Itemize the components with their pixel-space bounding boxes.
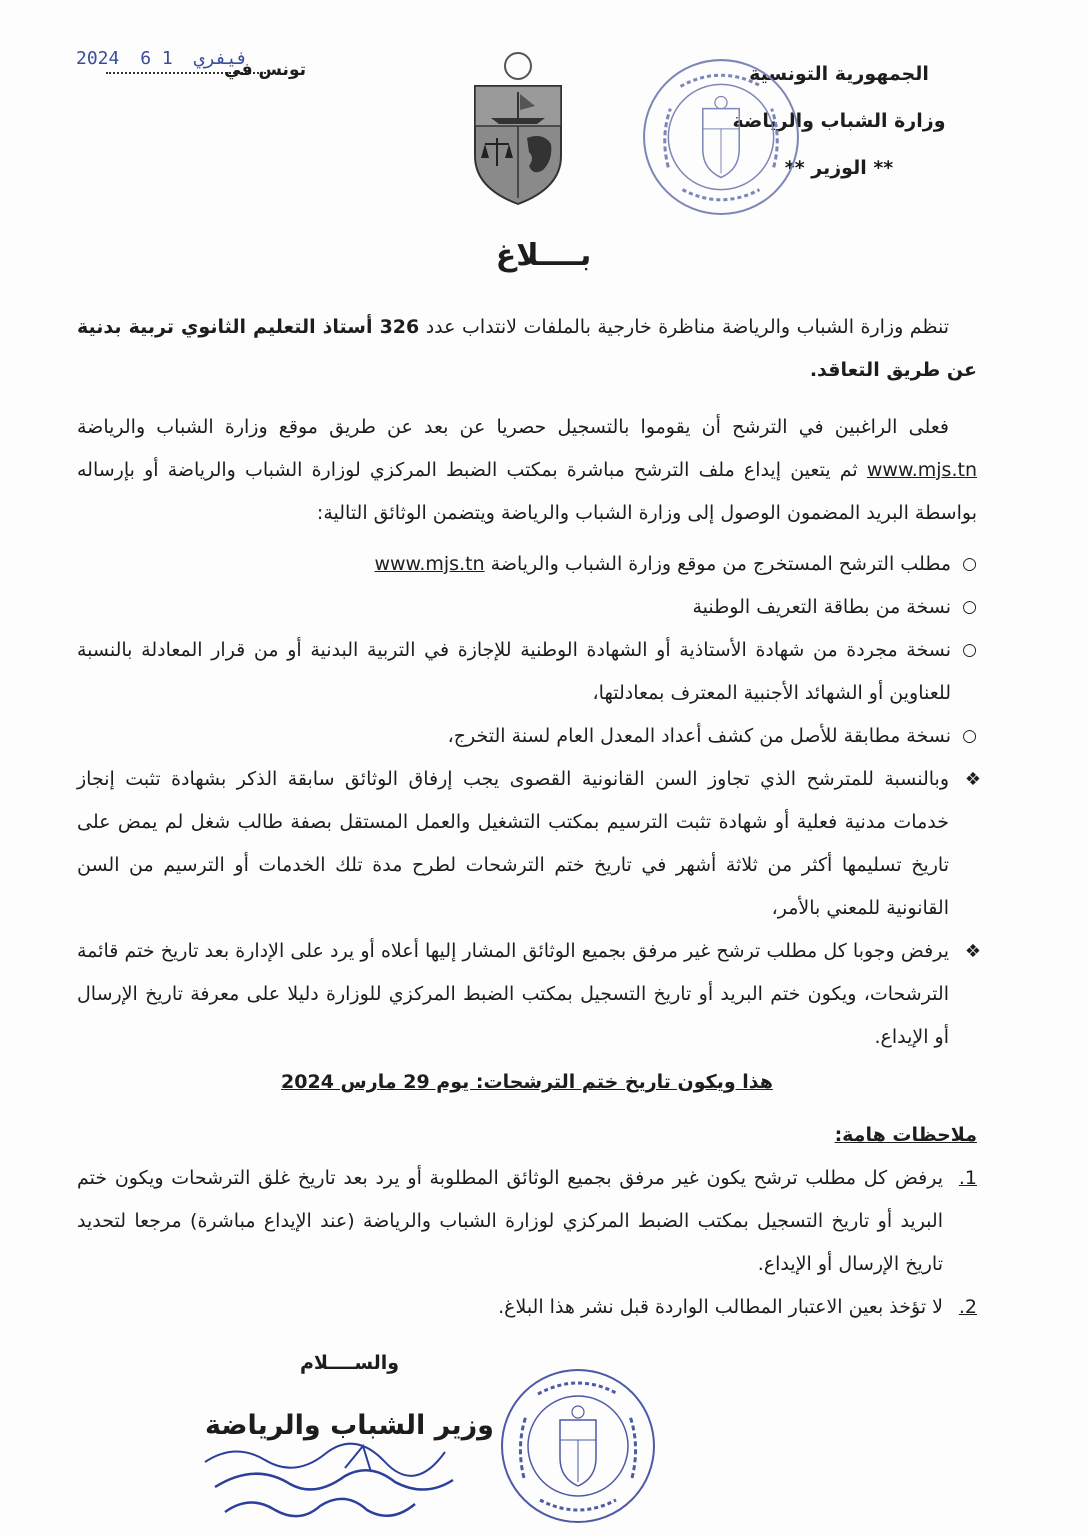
ministry-stamp-icon xyxy=(498,1366,658,1526)
signatory-title: وزير الشباب والرياضة xyxy=(205,1410,494,1441)
date-month: فيفري xyxy=(193,48,248,69)
ministry-name: وزارة الشباب والرياضة xyxy=(732,110,946,132)
note-number: 1. xyxy=(958,1167,977,1189)
registration-text-2: ثم يتعين إيداع ملف الترشح مباشرة بمكتب الضبط المركزي لوزارة الشباب والرياضة أو بإرساله بواسطة البريد المضمون الوصول إلى وزارة الشباب والرياضة ويتضمن الوثائق التالية: xyxy=(77,459,977,524)
deadline-notice: هذا ويكون تاريخ ختم الترشحات: يوم 29 مارس 2024 xyxy=(281,1071,773,1093)
date-day: 1 6 xyxy=(140,48,173,69)
announcement-body xyxy=(77,306,977,1329)
conditions-list xyxy=(77,758,977,1059)
intro-text: تنظم وزارة الشباب والرياضة مناظرة خارجية بالملفات لانتداب عدد xyxy=(425,316,949,338)
list-item: ❖ وبالنسبة للمترشح الذي تجاوز السن القانونية القصوى يجب إرفاق الوثائق سابقة الذكر بشهادة تثبت إنجاز خدمات مدنية فعلية أو شهادة تثبت الترسيم بمكتب التشغيل والعمل المستقل بصفة طالب شغل لم يمض على تاريخ تسليمها أكثر من ثلاثة أشهر في تاريخ ختم الترشحات لطرح مدة تلك الخدمات أو الترسيم من السن القانونية للمعني بالأمر، xyxy=(77,758,977,930)
place-label: تونس في xyxy=(224,60,306,80)
documents-list xyxy=(77,543,977,758)
ministry-stamp-icon xyxy=(640,56,802,218)
registration-text-1: فعلى الراغبين في الترشح أن يقوموا بالتسجيل حصريا عن بعد عن طريق موقع وزارة الشباب والرياضة xyxy=(77,416,949,438)
intro-bold: 326 أستاذ التعليم الثانوي تربية بدنية عن طريق التعاقد. xyxy=(77,316,977,381)
list-item: ○ مطلب الترشح المستخرج من موقع وزارة الشباب والرياضة www.mjs.tn xyxy=(77,543,977,586)
list-item: 2. لا تؤخذ بعين الاعتبار المطالب الواردة قبل نشر هذا البلاغ. xyxy=(77,1286,977,1329)
signature-icon xyxy=(195,1432,465,1527)
list-item: ○ نسخة مطابقة للأصل من كشف أعداد المعدل العام لسنة التخرج، xyxy=(77,715,977,758)
list-item: ○ نسخة من بطاقة التعريف الوطنية xyxy=(77,586,977,629)
notes-list xyxy=(77,1157,977,1329)
republic-name: الجمهورية التونسية xyxy=(749,63,929,85)
closing-salutation: والســــلام xyxy=(300,1352,400,1374)
website-link[interactable]: www.mjs.tn xyxy=(866,459,977,481)
notes-heading: ملاحظات هامة: xyxy=(834,1124,977,1146)
list-item: 1. يرفض كل مطلب ترشح يكون غير مرفق بجميع الوثائق المطلوبة أو يرد بعد تاريخ غلق الترشحات ويكون ختم البريد أو تاريخ التسجيل بمكتب الضبط المركزي لوزارة الشباب والرياضة (عند الإيداع مباشرة) مرجعا لتحديد تاريخ الإرسال أو الإيداع. xyxy=(77,1157,977,1286)
place-date xyxy=(76,48,306,88)
coat-of-arms-icon xyxy=(463,48,573,208)
page-title: بــــلاغ xyxy=(495,238,592,273)
intro-paragraph xyxy=(77,306,977,392)
website-link[interactable]: www.mjs.tn xyxy=(374,553,485,575)
date-year: 2024 xyxy=(76,48,120,69)
registration-paragraph xyxy=(77,406,977,535)
minister-label: ** الوزير ** xyxy=(784,157,894,179)
list-item: ❖ يرفض وجوبا كل مطلب ترشح غير مرفق بجميع الوثائق المشار إليها أعلاه أو يرد على الإدارة بعد تاريخ ختم قائمة الترشحات، ويكون ختم البريد أو تاريخ التسجيل بمكتب الضبط المركزي للوزارة دليلا على معرفة تاريخ الإرسال أو الإيداع. xyxy=(77,930,977,1059)
list-item: ○ نسخة مجردة من شهادة الأستاذية أو الشهادة الوطنية للإجازة في التربية البدنية أو من قرار المعادلة بالنسبة للعناوين أو الشهائد الأجنبية المعترف بمعادلتها، xyxy=(77,629,977,715)
note-number: 2. xyxy=(958,1296,977,1318)
